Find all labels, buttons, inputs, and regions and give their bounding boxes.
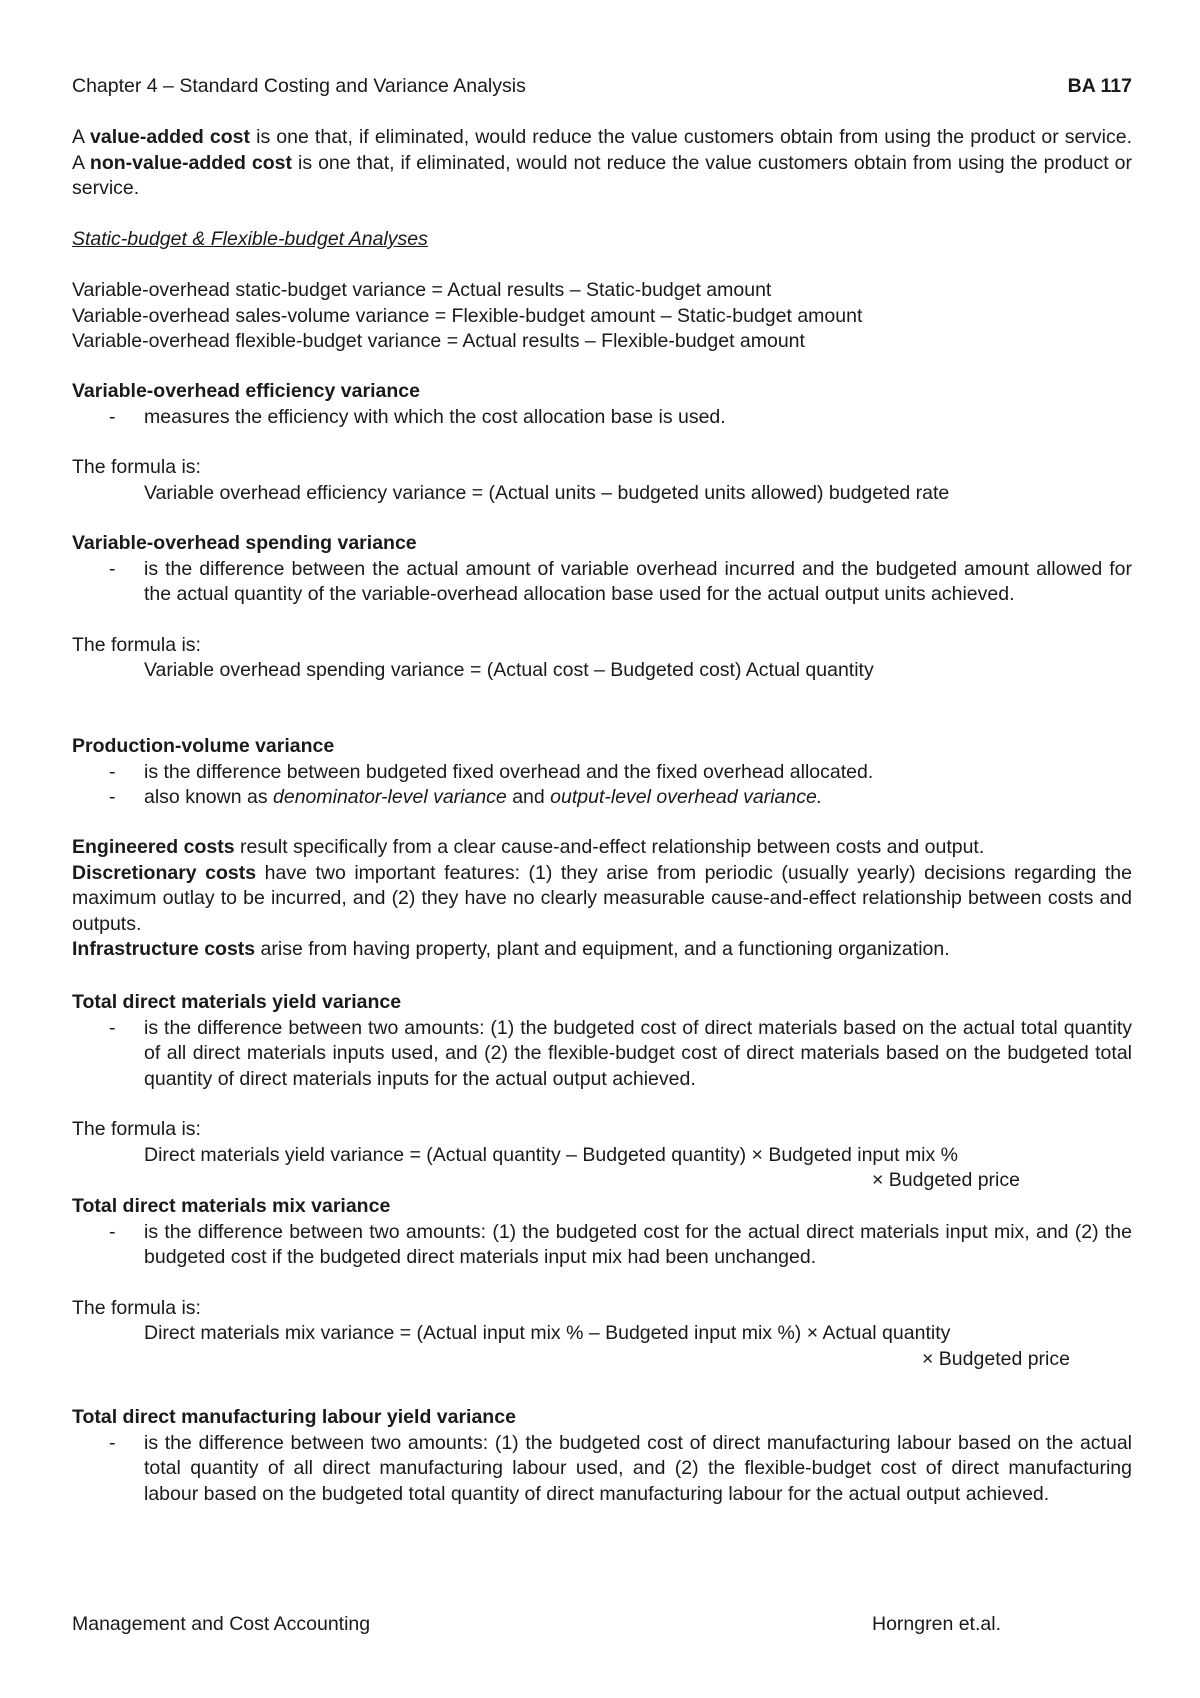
formula: Direct materials mix variance = (Actual input mix % – Budgeted input mix %) × Actual quantity [144,1322,951,1344]
section-heading: Variable-overhead spending variance [72,532,417,554]
bullet-item: - also known as denominator-level variance and output-level overhead variance. [109,786,823,808]
formula-line: Variable-overhead sales-volume variance = Flexible-budget amount – Static-budget amount [72,304,863,327]
section-production-volume [72,734,1132,811]
formula-label: The formula is: [72,456,201,478]
page-header [72,74,1132,100]
cost-definitions [72,835,1132,963]
formula-continuation: × Budgeted price [872,1169,1020,1191]
bullet-item: - is the difference between two amounts: (1) the budgeted cost for the actual direct materials input mix, and (2) the budgeted cost if the budgeted direct materials input mix had been unchanged. [109,1220,1132,1268]
section-heading-static: Static-budget & Flexible-budget Analyses [72,228,428,250]
section-spending [72,531,1132,684]
formula: Direct materials yield variance = (Actual quantity – Budgeted quantity) × Budgeted input mix % [144,1143,959,1166]
section-heading: Variable-overhead efficiency variance [72,380,420,402]
formula-label: The formula is: [72,1118,201,1140]
chapter-title: Chapter 4 – Standard Costing and Variance Analysis [72,75,526,97]
bullet-item: - is the difference between two amounts: (1) the budgeted cost of direct manufacturing labour based on the actual total quantity of all direct manufacturing labour used, and (2) the flexible-budget cost of direct manufacturing labour based on the budgeted total quantity of direct manufacturing labour for the actual output achieved. [109,1431,1132,1505]
term-value-added: value-added cost [90,126,251,148]
section-heading: Total direct manufacturing labour yield variance [72,1406,516,1428]
bullet-item: - is the difference between budgeted fixed overhead and the fixed overhead allocated. [109,760,874,783]
discretionary-costs: Discretionary costs have two important features: (1) they arise from periodic (usually yearly) decisions regarding the maximum outlay to be incurred, and (2) they have no clearly measurable cause-and-effect relationship between costs and outputs. [72,861,1132,935]
section-heading: Total direct materials yield variance [72,991,402,1013]
formula: Variable overhead spending variance = (Actual cost – Budgeted cost) Actual quantity [144,659,874,681]
section-heading: Production-volume variance [72,735,335,757]
intro-paragraph: A value-added cost is one that, if eliminated, would reduce the value customers obtain from using the product or service. A non-value-added cost is one that, if eliminated, would not reduce the value customers obtain from using the product or service. [72,126,1132,199]
section-yield [72,990,1132,1194]
bullet-item: - measures the efficiency with which the cost allocation base is used. [109,405,726,428]
course-code: BA 117 [1067,75,1132,97]
formula: Variable overhead efficiency variance = (Actual units – budgeted units allowed) budgeted rate [144,481,950,504]
formula-line: Variable-overhead static-budget variance = Actual results – Static-budget amount [72,279,772,301]
bullet-item: - is the difference between two amounts: (1) the budgeted cost of direct materials based on the actual total quantity of all direct materials inputs used, and (2) the flexible-budget cost of direct materials based on the budgeted total quantity of direct materials inputs for the actual output achieved. [109,1016,1132,1090]
engineered-costs: Engineered costs result specifically from a clear cause-and-effect relationship between costs and output. [72,836,985,858]
formula-label: The formula is: [72,633,201,656]
section-heading: Total direct materials mix variance [72,1195,391,1217]
section-efficiency [72,379,1132,506]
formula-continuation: × Budgeted price [922,1347,1070,1370]
page-footer [72,1612,1132,1638]
section-mix [72,1194,1132,1372]
section-labour-yield [72,1405,1132,1507]
book-title: Management and Cost Accounting [72,1613,371,1635]
formula-line: Variable-overhead flexible-budget variance = Actual results – Flexible-budget amount [72,330,805,352]
formula-label: The formula is: [72,1296,201,1319]
book-authors: Horngren et.al. [872,1613,1001,1635]
infrastructure-costs: Infrastructure costs arise from having property, plant and equipment, and a functioning organization. [72,938,950,960]
static-budget-formulas [72,278,1132,355]
bullet-item: - is the difference between the actual amount of variable overhead incurred and the budgeted amount allowed for the actual quantity of the variable-overhead allocation base used for the actual output units achieved. [109,557,1132,605]
term-non-value-added: non-value-added cost [89,151,293,174]
